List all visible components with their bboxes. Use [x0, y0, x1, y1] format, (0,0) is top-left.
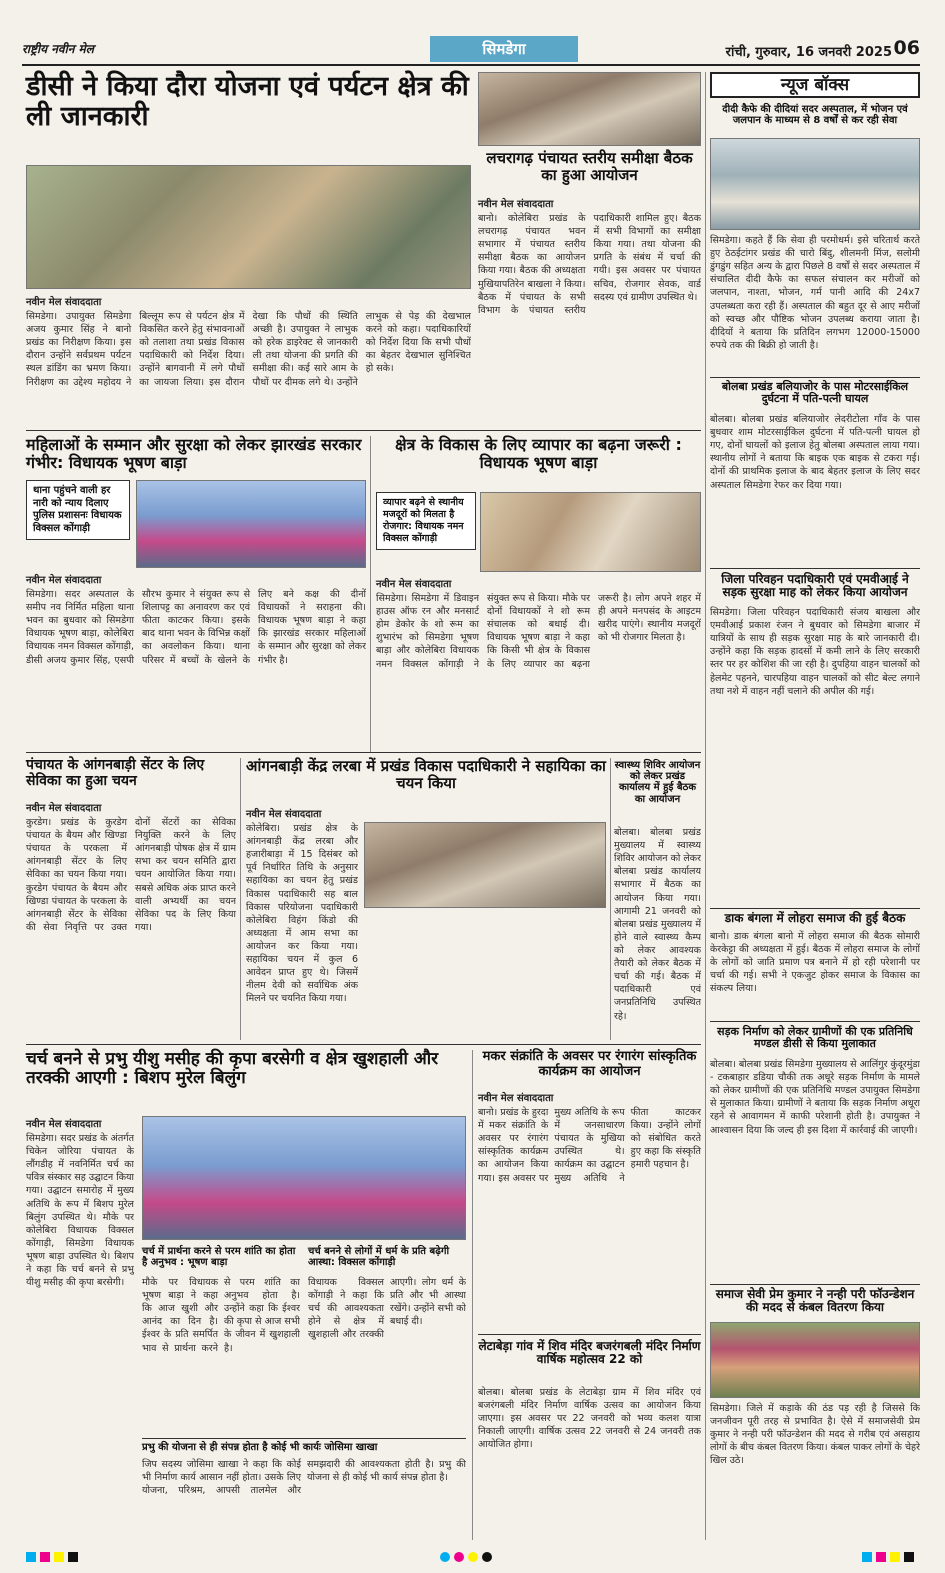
registration-marks-right — [862, 1552, 914, 1562]
newsbox-item3-body: सिमडेगा। जिला परिवहन पदाधिकारी संजय बाखला और एमवीआई प्रकाश रंजन ने बुधवार को सिमडेगा बाजार में यात्रियों के साथ ही सड़क सुरक्षा माह के बारे जानकारी दी। उन्होंने कहा कि सड़क हादसों में कमी लाने के लिए सरकारी स्तर पर हर कोशिश की जा रही है। दुपहिया वाहन चालकों को हेलमेट पहनने, चारपहिया वाहन चालकों को सीट बेल्ट लगाने तथा नशे में वाहन नहीं चलाने की अपील की गई। — [710, 607, 920, 697]
lacharagarh-body: बानो। कोलेबिरा प्रखंड के लचरागढ़ पंचायत भवन सभागार में पंचायत स्तरीय समीक्षा बैठक का आयोजन किया गया। बैठक की अध्यक्षता मुखियापतिरेन बाखला ने किया। बैठक में पंचायत के सभी विभाग के पंचायत स्तरीय पदाधिकारी शामिल हुए। बैठक में सभी विभागों का समीक्षा किया गया। तथा योजना की प्रगति के संबंध में चर्चा की गयी। इस अवसर पर पंचायत सचिव, रोजगार सेवक, वार्ड सदस्य एवं ग्रामीण उपस्थित थे। — [478, 213, 701, 316]
newsbox-item1-body: सिमडेगा। कहते हैं कि सेवा ही परमोधर्म। इसे चरितार्थ करते हुए ठेठईटांगर प्रखंड की चारो बिंदु, शीलमनी मिंज, सलोमी डुंगडुंग सहित अन्य के द्वारा पिछले 8 वर्षों से सदर अस्पताल में संचालित दीदी कैफे का सफल संचालन कर मरीजों को जलपान, नाश्ता, भोजन, गर्म पानी आदि की 24x7 उपलब्धता करा रही हैं। अस्पताल की बहुत दूर से आए मरीजों को स्वच्छ और पौष्टिक भोजन उपलब्ध कराया जाता है। दीदियों ने बताया कि प्रतिदिन लगभग 12000-15000 रुपये तक की बिक्री हो जाती है। — [710, 235, 920, 351]
church-body: सिमडेगा। सदर प्रखंड के अंतर्गत चिकेन जोरिया पंचायत के लौंगडीह में नवनिर्मित चर्च का पवित्र संस्कार सह उद्घाटन किया गया। उद्घाटन समारोह में मुख्य अतिथि के रूप में बिशप मुरेल बिलुंग उपस्थित थे। मौके पर कोलेबिरा विधायक विक्सल कोंगाड़ी, सिमडेगा विधायक भूषण बाड़ा उपस्थित थे। बिशप ने कहा कि चर्च बनने से प्रभु यीशु मसीह की कृपा बरसेगी। — [26, 1133, 134, 1289]
lead-byline: नवीन मेल संवाददाता — [26, 297, 102, 308]
larwa-photo — [364, 822, 606, 908]
page-number: 06 — [893, 37, 920, 59]
newsbox-item3-headline: जिला परिवहन पदाधिकारी एवं एमवीआई ने सड़क सुरक्षा माह को लेकर किया आयोजन — [721, 572, 909, 600]
shiv-headline: लेटाबेड़ा गांव में शिव मंदिर बजरंगबली मंदिर निर्माण वार्षिक महोत्सव 22 को — [478, 1339, 701, 1367]
newsbox-item6-photo — [710, 1322, 920, 1398]
mahila-callout: थाना पहुंचने वाली हर नारी को न्याय दिलाए पुलिस प्रशासनः विधायक विक्सल कोंगाड़ी — [26, 480, 130, 540]
newsbox-item1-headline: दीदी कैफे की दीदियां सदर अस्पताल, में भोजन एवं जलपान के माध्यम से 8 वर्षों से कर रही सेवा — [722, 104, 908, 127]
registration-marks — [26, 1552, 78, 1562]
swasthya-body: बोलबा। बोलबा प्रखंड मुख्यालय में स्वास्थ्य शिविर आयोजन को लेकर बोलबा प्रखंड कार्यालय सभागार में बैठक का आयोजन किया गया। आगामी 21 जनवरी को बोलबा प्रखंड मुख्यालय में होने वाले स्वास्थ्य कैम्प को लेकर आवश्यक तैयारी को लेकर बैठक में चर्चा की गई। बैठक में पदाधिकारी एवं जनप्रतिनिधि उपस्थित रहे। — [614, 827, 701, 1022]
brand-logo: राष्ट्रीय नवीन मेल — [22, 42, 94, 56]
newsbox-item4-body: बानो। डाक बंगला बानो में लोहरा समाज की बैठक सोमारी केरकेट्टा की अध्यक्षता में हुई। बैठक में लोहरा समाज के लोगों के लोगों को जाति प्रमाण पत्र बनाने में हो रही परेशानी पर चर्चा की गई। सभी ने एकजुट होकर समाज के विकास का संकल्प लिया। — [710, 931, 920, 995]
sankranti-headline: मकर संक्रांति के अवसर पर रंगारंग सांस्कृतिक कार्यक्रम का आयोजन — [482, 1049, 697, 1079]
sankranti-body: बानो। प्रखंड के हुरदा में मकर संक्रांति के अवसर पर रंगारंग सांस्कृतिक कार्यक्रम का आयोजन किया गया। इस अवसर पर मुख्य अतिथि के रूप में जनसाधारण पंचायत के मुखिया उपस्थित थे। कार्यक्रम का उद्घाटन मुख्य अतिथि ने फीता काटकर किया। उन्होंने लोगों को संबोधित करते हुए कहा कि संस्कृति हमारी पहचान है। — [478, 1107, 701, 1184]
church-headline: चर्च बनने से प्रभु यीशु मसीह की कृपा बरसेगी व क्षेत्र खुशहाली और तरक्की आएगी : बिशप मुरेल बिलुंग — [26, 1049, 439, 1089]
church-sub2-body: विधायक विक्सल कोंगाड़ी ने कहा कि चर्च की आवश्यकता होने से क्षेत्र में खुशहाली और तरक्की आएगी। लोग धर्म के प्रति और भी आस्था रखेंगे। उन्होंने सभी को बधाई दी। — [308, 1277, 466, 1341]
lead-photo — [26, 165, 471, 289]
newsbox-item1-photo — [710, 138, 920, 230]
dateline: रांची, गुरुवार, 16 जनवरी 2025 — [725, 45, 892, 60]
vyapar-headline: क्षेत्र के विकास के लिए व्यापार का बढ़ना जरूरी : विधायक भूषण बाड़ा — [395, 435, 682, 472]
mahila-byline: नवीन मेल संवाददाता — [26, 575, 102, 586]
newsbox-item6-headline: समाज सेवी प्रेम कुमार ने नन्ही परी फॉउन्डेशन की मदद से कंबल वितरण किया — [715, 1287, 915, 1315]
church-sub1-body: मौके पर विधायक भूषण बाड़ा ने कहा कि आज खुशी और आनंद का दिन है। ईश्वर के प्रति समर्पित भाव से प्रार्थना करने से परम शांति का अनुभव होता है। उन्होंने कहा कि ईश्वर की कृपा से आज सभी के जीवन में खुशहाली है। — [142, 1277, 300, 1354]
larwa-byline: नवीन मेल संवाददाता — [246, 809, 322, 820]
church-photo — [142, 1116, 466, 1240]
larwa-headline: आंगनबाड़ी केंद्र लरबा में प्रखंड विकास पदाधिकारी ने सहायिका का चयन किया — [246, 757, 606, 792]
mahila-body: सिमडेगा। सदर अस्पताल के समीप नव निर्मित महिला थाना भवन का बुधवार को सिमडेगा विधायक भूषण बाड़ा, कोलेबिरा विधायक नमन विक्सल कोंगाड़ी, डीसी अजय कुमार सिंह, एसपी सौरभ कुमार ने संयुक्त रूप से शिलापट्ट का अनावरण कर एवं फीता काटकर किया। इसके बाद थाना भवन के विभिन्न कक्षों का अवलोकन किया। थाना परिसर में बच्चों के खेलने के लिए बने कक्ष की दीनों विधायकों ने सराहना की। विधायक भूषण बाड़ा ने कहा कि झारखंड सरकार महिलाओं के सम्मान और सुरक्षा को लेकर गंभीर है। — [26, 589, 366, 666]
newsbox-item4-headline: डाक बंगला में लोहरा समाज की हुई बैठक — [724, 911, 906, 925]
lacharagarh-byline: नवीन मेल संवाददाता — [478, 199, 554, 210]
news-box-title: न्यूज बॉक्स — [710, 72, 920, 98]
lead-body: सिमडेगा। उपायुक्त सिमडेगा अजय कुमार सिंह ने बानो प्रखंड का निरीक्षण किया। इस दौरान उन्होंने सर्वप्रथम पर्यटन स्थल डांडिंग का भ्रमण किया। निरीक्षण का उद्देश्य महोदय ने बिल्लूम रूप से पर्यटन क्षेत्र में विकसित करने हेतु संभावनाओं को तलाशा तथा प्रखंड विकास पदाधिकारी को निर्देश दिया। उन्होंने बागवानी में लगे पौधों का जायजा लिया। इस दौरान देखा कि पौधों की स्थिति अच्छी है। उपायुक्त ने लाभुक को हरेक डाइरेक्ट से जानकारी ली तथा योजना की प्रगति की समीक्षा की। कई सारे आम के पौधों पर दीमक लगे थे। उन्होंने लाभुक से पेड़ की देखभाल करने को कहा। पदाधिकारियों को निर्देश दिया कि सभी पौधों का बेहतर देखभाल सुनिश्चित हो सके। — [26, 311, 471, 388]
church-byline: नवीन मेल संवाददाता — [26, 1119, 102, 1130]
church-bottom-body: जिप सदस्य जोसिमा खाखा ने कहा कि कोई भी निर्माण कार्य आसान नहीं होता। उसके लिए योजना, परिश्रम, आपसी तालमेल और समझदारी की आवश्यकता होती है। प्रभु की योजना से ही कोई भी कार्य संपन्न होता है। — [142, 1459, 466, 1497]
registration-marks-center — [440, 1552, 492, 1562]
shiv-body: बोलबा। बोलबा प्रखंड के लेटाबेड़ा ग्राम में शिव मंदिर एवं बजरंगबली मंदिर निर्माण वार्षिक उत्सव का आयोजन किया जाएगा। इस अवसर पर 22 जनवरी को भव्य कलश यात्रा निकाली जाएगी। वार्षिक उत्सव 22 जनवरी से 24 जनवरी तक आयोजित होगा। — [478, 1387, 701, 1451]
sevika-body: कुरडेग। प्रखंड के कुरडेग पंचायत के बैयम और खिण्डा पंचायत के परकला में आंगनबाड़ी सेंटर के लिए सेविका का चयन किया गया। कुरडेग पंचायत के बैयम और खिण्डा पंचायत के परकला के आंगनबाड़ी सेंटर के सेविका की सेवा निवृत्ति पर उक्त दोनों सेंटरों का सेविका नियुक्ति करने के लिए आंगनबाड़ी पोषक क्षेत्र में ग्राम सभा कर चयन समिति द्वारा चयन आयोजित किया गया। सबसे अधिक अंक प्राप्त करने वाली अभ्यर्थी का चयन सेविका पद के लिए किया गया। — [26, 817, 236, 933]
lacharagarh-headline: लचरागढ़ पंचायत स्तरीय समीक्षा बैठक का हुआ आयोजन — [486, 149, 693, 184]
sankranti-byline: नवीन मेल संवाददाता — [478, 1093, 554, 1104]
church-bottom-headline: प्रभु की योजना से ही संपन्न होता है कोई भी कार्यः जोसिमा खाखा — [142, 1442, 378, 1453]
swasthya-headline: स्वास्थ्य शिविर आयोजन को लेकर प्रखंड कार्यालय में हुई बैठक का आयोजन — [614, 760, 701, 805]
newsbox-item2-body: बोलबा। बोलबा प्रखंड बलियाजोर लेदरीटोला गाँव के पास बुधवार शाम मोटरसाईकिल दुर्घटना में पति-पत्नी घायल हो गए, दोनों घायलों को इलाज हेतु बोलबा अस्पताल लाया गया। स्थानीय लोगों ने बताया कि बाइक एक बाइक से टकरा गई। दोनों की प्राथमिक इलाज के बाद बेहतर इलाज के लिए सदर अस्पताल सिमडेगा रेफर कर दिया गया। — [710, 414, 920, 491]
sevika-byline: नवीन मेल संवाददाता — [26, 803, 102, 814]
vyapar-photo — [480, 492, 701, 572]
mahila-headline: महिलाओं के सम्मान और सुरक्षा को लेकर झारखंड सरकार गंभीर: विधायक भूषण बाड़ा — [26, 435, 362, 472]
newsbox-item5-headline: सड़क निर्माण को लेकर ग्रामीणों की एक प्रतिनिधि मण्डल डीसी से किया मुलाकात — [717, 1025, 913, 1051]
section-tab: सिमडेगा — [430, 36, 578, 62]
vyapar-byline: नवीन मेल संवाददाता — [376, 579, 452, 590]
newsbox-item5-body: बोलबा। बोलबा प्रखंड सिमडेगा मुख्यालय से आलिंगुर कुंदूरमुंडा - टकबाहार डडिया चौकी तक अधूरे सड़क निर्माण के मामले को लेकर ग्रामीणों की एक प्रतिनिधि मण्डल उपायुक्त सिमडेगा से मुलाकात किया। ग्रामीणों ने बताया कि सड़क निर्माण अधूरा रहने से आवागमन में काफी परेशानी होती है। उपायुक्त ने आश्वासन दिया कि जल्द ही इस दिशा में कार्रवाई की जाएगी। — [710, 1059, 920, 1136]
lacharagarh-photo — [478, 72, 701, 146]
church-sub1-headline: चर्च में प्रार्थना करने से परम शांति का होता है अनुभव : भूषण बाड़ा — [142, 1246, 296, 1269]
church-sub2-headline: चर्च बनने से लोगों में धर्म के प्रति बढ़ेगी आस्था: विक्सल कोंगाड़ी — [308, 1246, 450, 1269]
masthead — [22, 36, 920, 66]
newsbox-item6-body: सिमडेगा। जिले में कड़ाके की ठंड पड़ रही है जिससे कि जनजीवन पूरी तरह से प्रभावित है। ऐसे में समाजसेवी प्रेम कुमार ने नन्ही परी फॉउन्डेशन की मदद से गरीब एवं असहाय लोगों के बीच कंबल वितरण किया। कंबल पाकर लोगों के चेहरे खिल उठे। — [710, 1403, 920, 1467]
lead-headline: डीसी ने किया दौरा योजना एवं पर्यटन क्षेत्र की ली जानकारी — [26, 71, 469, 133]
vyapar-callout: व्यापार बढ़ने से स्थानीय मजदूरों को मिलता है रोजगार: विधायक नमन विक्सल कोंगाड़ी — [376, 492, 476, 550]
larwa-body: कोलेबिरा। प्रखंड क्षेत्र के आंगनबाड़ी केंद्र लरबा और हजारीबाड़ा में 15 दिसंबर को पूर्व निर्धारित तिथि के अनुसार सहायिका का चयन हेतु प्रखंड विकास पदाधिकारी सह बाल विकास परियोजना पदाधिकारी कोलेबिरा विहंग किंडो की अध्यक्षता में आम सभा का आयोजन कर किया गया। सहायिका चयन में कुल 6 आवेदन प्राप्त हुए थे। जिसमें नीलम देवी को सर्वाधिक अंक मिलने पर चयनित किया गया। — [246, 823, 358, 1005]
sevika-headline: पंचायत के आंगनबाड़ी सेंटर के लिए सेविका का हुआ चयन — [26, 757, 205, 789]
newsbox-item2-headline: बोलबा प्रखंड बलियाजोर के पास मोटरसाईकिल दुर्घटना में पति-पत्नी घायल — [721, 380, 909, 406]
vyapar-body: सिमडेगा। सिमडेगा में डिवाइन हाउस ऑफ रन और मनसार्ट होम डेकोर के शो रूम का शुभारंभ को सिमडेगा भूषण बाड़ा और कोलेबिरा विधायक नमन विक्सल कोंगाड़ी ने संयुक्त रूप से किया। मौके पर दोनों विधायकों ने शो रूम संचालक को बधाई दी। विधायक भूषण बाड़ा ने कहा कि किसी भी क्षेत्र के विकास के लिए व्यापार का बढ़ना जरूरी है। लोग अपने शहर में ही अपने मनपसंद के आइटम खरीद पाएंगे। स्थानीय मजदूरों को भी रोजगार मिलता है। — [376, 593, 701, 670]
mahila-photo — [136, 480, 366, 568]
